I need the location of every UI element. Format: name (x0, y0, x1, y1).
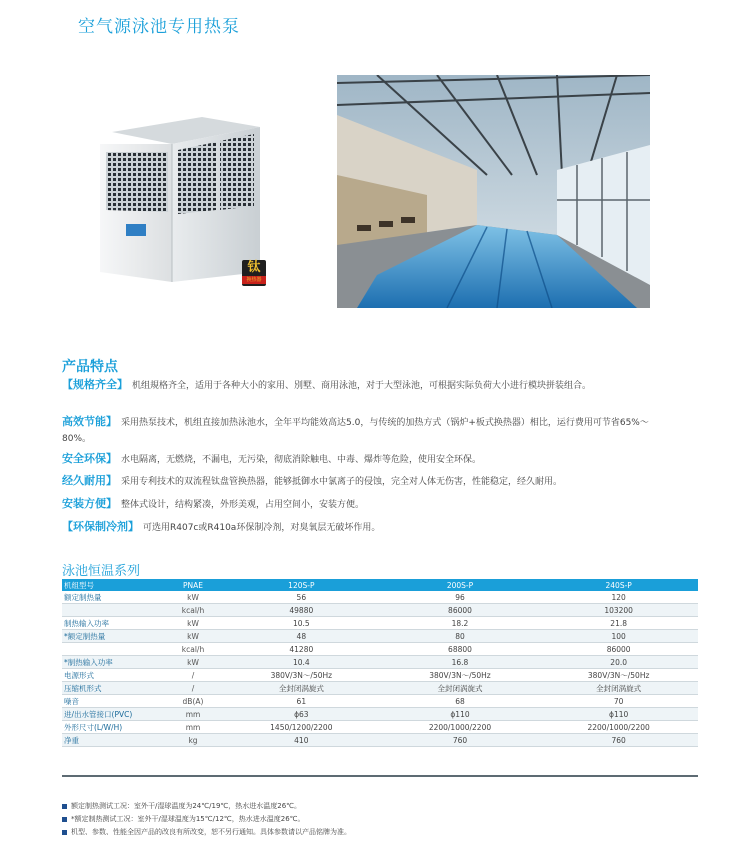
spec-table-header-row (62, 579, 698, 591)
header-cell-model: 机组型号 (62, 579, 164, 591)
bullet-square-icon (62, 830, 67, 835)
cell-v200: 80 (381, 630, 540, 643)
cell-v200: 全封闭涡旋式 (381, 682, 540, 695)
cell-v200: 68 (381, 695, 540, 708)
cell-label: *额定制热量 (62, 630, 164, 643)
feature-tag: 高效节能】 (62, 415, 117, 428)
footnote-text: 机型、参数、性能全因产品的改良有所改变，恕不另行通知。具体参数请以产品铭牌为准。 (71, 828, 351, 836)
cell-v200: 380V/3N～/50Hz (381, 669, 540, 682)
series-heading: 泳池恒温系列 (62, 564, 141, 579)
cell-unit: kW (164, 617, 222, 630)
features-heading: 产品特点 (62, 359, 118, 375)
cell-v120: 410 (222, 734, 381, 747)
cell-unit: kW (164, 630, 222, 643)
titanium-badge-sub: 换热器 (242, 276, 266, 284)
cell-v240: 120 (539, 591, 698, 604)
heat-pump-image (92, 92, 268, 292)
cell-label: 噪音 (62, 695, 164, 708)
cell-v120: 61 (222, 695, 381, 708)
cell-v120: 1450/1200/2200 (222, 721, 381, 734)
cell-v200: 68800 (381, 643, 540, 656)
header-cell-200s: 200S-P (381, 579, 540, 591)
cell-v240: 70 (539, 695, 698, 708)
footnote-text: *额定制热测试工况：室外干/湿球温度为15℃/12℃，热水进水温度26℃。 (71, 815, 305, 823)
table-row (62, 643, 698, 656)
cell-v120: 10.5 (222, 617, 381, 630)
table-row (62, 682, 698, 695)
cell-label (62, 643, 164, 656)
table-row (62, 617, 698, 630)
cell-v200: 96 (381, 591, 540, 604)
cell-v240: 100 (539, 630, 698, 643)
footnote (62, 827, 351, 837)
cell-v240: 全封闭涡旋式 (539, 682, 698, 695)
cell-label: 压缩机形式 (62, 682, 164, 695)
table-bottom-rule (62, 775, 698, 777)
feature-text: 采用专利技术的双流程钛盘管换热器，能够抵御水中氯离子的侵蚀，完全对人体无伤害，性能稳定，经久耐用。 (121, 477, 563, 487)
feature-item (62, 519, 652, 536)
cell-v120: 49880 (222, 604, 381, 617)
cell-v120: 56 (222, 591, 381, 604)
cell-v200: 86000 (381, 604, 540, 617)
feature-item (62, 451, 652, 468)
cell-unit: kcal/h (164, 643, 222, 656)
cell-v120: 10.4 (222, 656, 381, 669)
feature-tag: 安全环保】 (62, 452, 117, 465)
cell-v200: ϕ110 (381, 708, 540, 721)
cell-label: 制热输入功率 (62, 617, 164, 630)
feature-item (62, 473, 652, 490)
cell-v200: 16.8 (381, 656, 540, 669)
cell-label: 外形尺寸(L/W/H) (62, 721, 164, 734)
feature-text: 机组規格齐全，适用于各种大小的家用、別墅、商用泳池，对于大型泳池，可根据实际负荷大小进行模块拼装组合。 (132, 381, 592, 391)
cell-unit: mm (164, 721, 222, 734)
titanium-badge-main: 钛 (247, 260, 261, 275)
cell-label: 额定制热量 (62, 591, 164, 604)
cell-unit: kg (164, 734, 222, 747)
feature-tag: 经久耐用】 (62, 474, 117, 487)
footnote (62, 801, 301, 811)
cell-unit: kW (164, 656, 222, 669)
cell-v240: 20.0 (539, 656, 698, 669)
page-title: 空气源泳池专用热泵 (78, 17, 240, 37)
table-row (62, 734, 698, 747)
cell-v240: ϕ110 (539, 708, 698, 721)
table-row (62, 591, 698, 604)
bullet-square-icon (62, 817, 67, 822)
feature-tag: 【规格齐全】 (62, 378, 128, 391)
cell-label: 净重 (62, 734, 164, 747)
table-row (62, 669, 698, 682)
cell-v240: 760 (539, 734, 698, 747)
feature-item (62, 377, 652, 394)
cell-label (62, 604, 164, 617)
cell-v200: 760 (381, 734, 540, 747)
table-row (62, 604, 698, 617)
cell-label: 进/出水管接口(PVC) (62, 708, 164, 721)
table-row (62, 656, 698, 669)
cell-v120: 41280 (222, 643, 381, 656)
feature-tag: 【环保制冷剂】 (62, 520, 139, 533)
table-row (62, 721, 698, 734)
cell-unit: kW (164, 591, 222, 604)
bullet-square-icon (62, 804, 67, 809)
header-cell-120s: 120S-P (222, 579, 381, 591)
footnote-text: 额定制热测试工况：室外干/湿球温度为24℃/19℃，热水进水温度26℃。 (71, 802, 302, 810)
cell-unit: dB(A) (164, 695, 222, 708)
feature-text: 水电隔离，无燃烧，不漏电，无污染，彻底消除触电、中毒、爆炸等危险，使用安全环保。 (121, 455, 482, 465)
cell-unit: mm (164, 708, 222, 721)
cell-v240: 103200 (539, 604, 698, 617)
cell-v240: 86000 (539, 643, 698, 656)
table-row (62, 630, 698, 643)
cell-unit: / (164, 669, 222, 682)
spec-table (62, 579, 698, 747)
table-row (62, 695, 698, 708)
feature-tag: 安装方便】 (62, 497, 117, 510)
feature-item (62, 496, 652, 513)
cell-v240: 2200/1000/2200 (539, 721, 698, 734)
cell-v120: ϕ63 (222, 708, 381, 721)
cell-v200: 18.2 (381, 617, 540, 630)
cell-v120: 48 (222, 630, 381, 643)
titanium-badge (242, 260, 266, 286)
table-row (62, 708, 698, 721)
pool-photo (337, 75, 650, 308)
cell-v120: 全封闭涡旋式 (222, 682, 381, 695)
footnote (62, 814, 305, 824)
cell-label: *制热输入功率 (62, 656, 164, 669)
feature-text: 整体式设计，结构紧凑，外形美观，占用空间小，安装方便。 (121, 500, 365, 510)
cell-unit: kcal/h (164, 604, 222, 617)
feature-text: 采用热泵技术，机组直接加热泳池水，全年平均能效高达5.0，与传统的加热方式（锅炉+板式换热器）相比，运行费用可节省65%～80%。 (62, 418, 649, 444)
feature-text: 可选用R407c或R410a环保制冷剂，对臭氧层无破坏作用。 (143, 523, 381, 533)
cell-label: 电源形式 (62, 669, 164, 682)
cell-v240: 21.8 (539, 617, 698, 630)
header-cell-series: PNAE (164, 579, 222, 591)
feature-item (62, 414, 652, 447)
cell-v200: 2200/1000/2200 (381, 721, 540, 734)
cell-unit: / (164, 682, 222, 695)
header-cell-240s: 240S-P (539, 579, 698, 591)
cell-v120: 380V/3N～/50Hz (222, 669, 381, 682)
cell-v240: 380V/3N～/50Hz (539, 669, 698, 682)
